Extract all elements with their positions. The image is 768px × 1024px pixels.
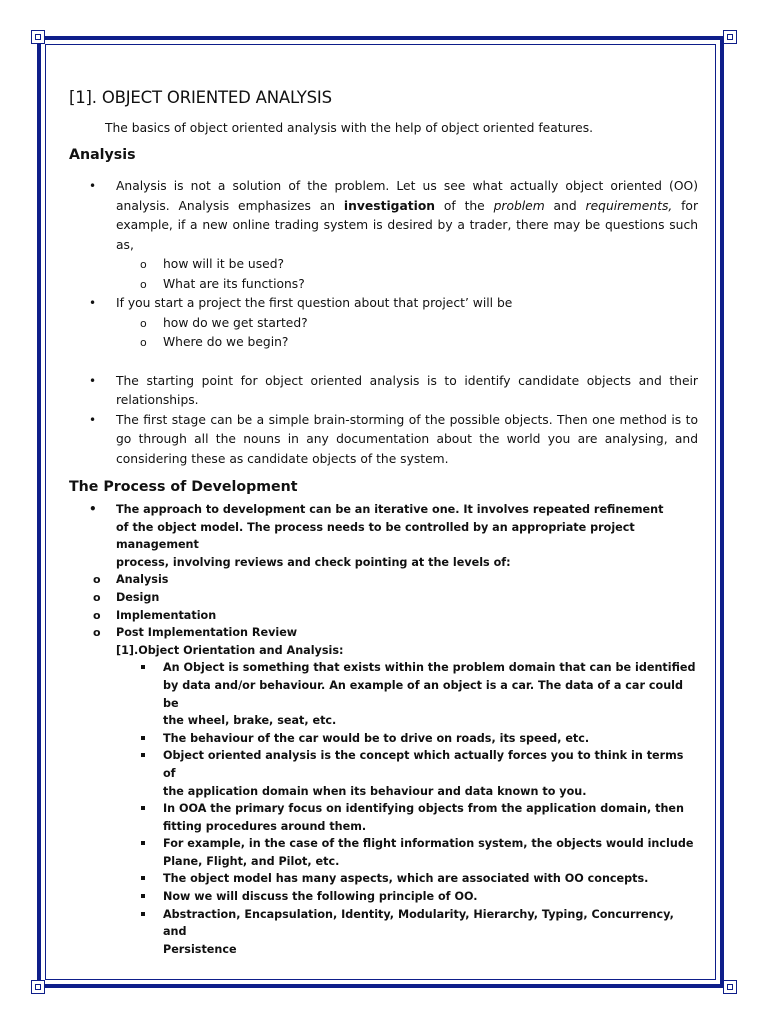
list-item: o Analysis bbox=[69, 571, 698, 589]
point-line: Object oriented analysis is the concept which actually forces you to think in terms of bbox=[163, 749, 684, 780]
analysis-section bbox=[69, 147, 698, 469]
point-item bbox=[116, 835, 698, 870]
point-line: fitting procedures around them. bbox=[163, 819, 367, 833]
bullet-item: • If you start a project the first question about that project’ will be o how do we get started? o Where do we begin? bbox=[69, 294, 698, 372]
point-line: In OOA the primary focus on identifying objects from the application domain, then bbox=[163, 802, 684, 816]
bullet-item: • The first stage can be a simple brain-storming of the possible objects. Then one method is to go through all the nouns in any documentation about the world you are analysing, and considering these as candidate objects of the system. bbox=[69, 411, 698, 470]
point-line: by data and/or behaviour. An example of an object is a car. The data of a car could be bbox=[163, 678, 684, 710]
list-item: o Implementation bbox=[69, 607, 698, 625]
question-list bbox=[116, 255, 698, 294]
point-line: Persistence bbox=[163, 942, 237, 956]
document-body bbox=[69, 88, 698, 958]
bullet-item: • Analysis is not a solution of the problem. Let us see what actually object oriented (OO) analysis. Analysis emphasizes an investigation of the problem and requirements, for example, if a new online trading system is desired by a trader, there may be questions such as, o how will it be used? o What are its functions? bbox=[69, 177, 698, 294]
point-item bbox=[116, 870, 698, 888]
list-item: o What are its functions? bbox=[116, 275, 698, 295]
point-item bbox=[116, 800, 698, 835]
border-corner-ornament bbox=[31, 30, 45, 44]
point-line: the wheel, brake, seat, etc. bbox=[163, 714, 337, 728]
border-corner-ornament bbox=[723, 30, 737, 44]
process-heading: The Process of Development bbox=[69, 479, 298, 495]
border-corner-ornament bbox=[31, 980, 45, 994]
process-section bbox=[69, 479, 698, 958]
analysis-heading: Analysis bbox=[69, 147, 136, 163]
point-line: For example, in the case of the flight information system, the objects would include bbox=[163, 837, 694, 851]
page-title: [1]. OBJECT ORIENTED ANALYSIS bbox=[69, 88, 332, 107]
bullet-item: • The starting point for object oriented analysis is to identify candidate objects and their relationships. bbox=[69, 372, 698, 411]
list-item: o how will it be used? bbox=[116, 255, 698, 275]
list-item: o Post Implementation Review bbox=[69, 624, 698, 642]
point-item bbox=[116, 906, 698, 959]
point-item bbox=[116, 730, 698, 748]
point-item bbox=[116, 888, 698, 906]
bullet-item: • The approach to development can be an iterative one. It involves repeated refinement bbox=[69, 501, 698, 519]
subsection-heading: [1].Object Orientation and Analysis: bbox=[116, 643, 344, 657]
list-item: o Where do we begin? bbox=[116, 333, 698, 353]
paragraph-line: of the object model. The process needs to be controlled by an appropriate project management bbox=[116, 520, 635, 552]
orientation-points bbox=[69, 659, 698, 958]
point-item bbox=[116, 747, 698, 800]
point-line: The behaviour of the car would be to drive on roads, its speed, etc. bbox=[163, 731, 590, 745]
point-item bbox=[116, 659, 698, 729]
list-item: o how do we get started? bbox=[116, 314, 698, 334]
intro-paragraph: The basics of object oriented analysis with the help of object oriented features. bbox=[105, 121, 594, 135]
analysis-bullets bbox=[69, 177, 698, 469]
border-corner-ornament bbox=[723, 980, 737, 994]
point-line: the application domain when its behaviour and data known to you. bbox=[163, 784, 587, 798]
point-line: Abstraction, Encapsulation, Identity, Modularity, Hierarchy, Typing, Concurrency, and bbox=[163, 907, 674, 939]
point-line: Now we will discuss the following principle of OO. bbox=[163, 890, 478, 904]
levels-list bbox=[69, 571, 698, 641]
point-line: Plane, Flight, and Pilot, etc. bbox=[163, 854, 340, 868]
paragraph-line: process, involving reviews and check pointing at the levels of: bbox=[116, 555, 511, 569]
question-list bbox=[116, 314, 698, 353]
list-item: o Design bbox=[69, 589, 698, 607]
point-line: The object model has many aspects, which are associated with OO concepts. bbox=[163, 872, 649, 886]
point-line: An Object is something that exists within the problem domain that can be identified bbox=[163, 661, 696, 675]
process-bullets bbox=[69, 501, 698, 519]
